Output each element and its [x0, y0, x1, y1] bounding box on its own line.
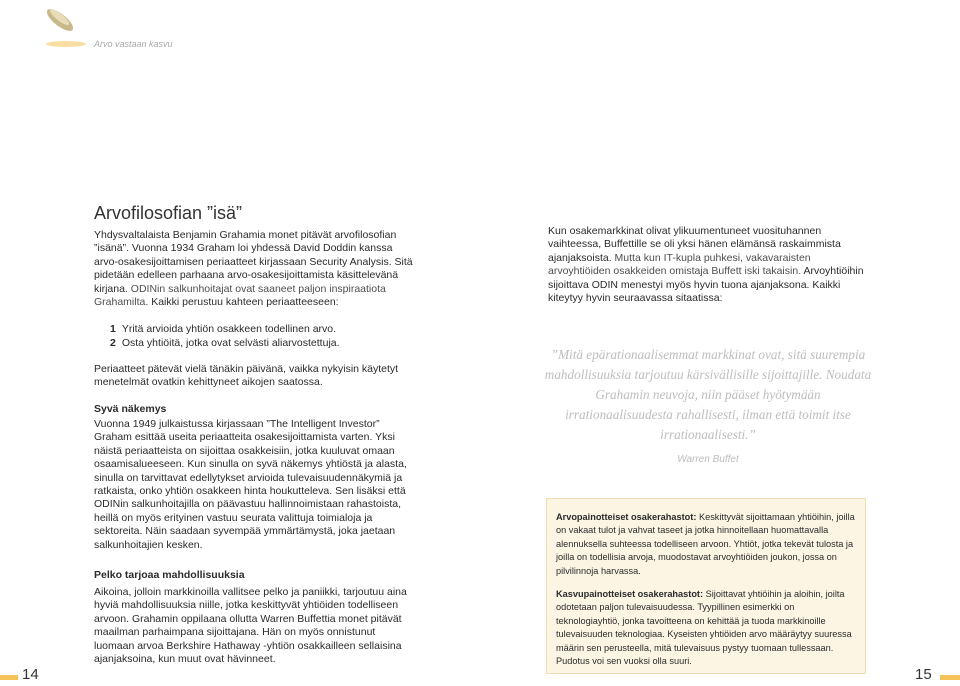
definition-growth-funds	[556, 588, 858, 668]
deep-text: Vuonna 1949 julkaistussa kirjassaan ”The Intelligent Investor” Graham esittää useita periaatteita osakesijoittamista varten. Yksi näistä periaatteista on sijoittaa osakkeisiin, jotka kuuluvat omaan osaamisalueeseen. Kun sinulla on syvä näkemys yhtiöstä ja alasta, sinulla on tarvittavat edellytykset arvioida tulevaisuudennäkymiä ja ratkaista, onko yhtiön osakkeen hinta houkutteleva. Sen lisäksi että ODINin salkunhoitajilla on päävastuu hallinnoimistaan rahastoista, heillä on myös erityinen vastuu seurata valittuja toimialoja ja sektoreita. Näin saadaan syvempää ymmärtämystä, joka jaetaan salkunhoitajien kesken.	[94, 418, 407, 551]
quote-author: Warren Buffet	[677, 454, 739, 465]
pull-quote: ”Mitä epärationaalisemmat markkinat ovat, sitä suurempia mahdollisuuksia tarjoutuu kärsivällisille sijoittajille. Noudata Grahamin neuvoja, niin pääset hyötymään irrationaalisuudesta rahallisesti, ilman että toimit itse irrationaalisesti.”	[544, 347, 872, 442]
principles-list	[110, 322, 420, 350]
definition-text: Keskittyvät sijoittamaan yhtiöihin, joilla on vakaat tulot ja vahvat taseet ja jotka hinnoitellaan huomattavalla alennuksella suhteessa todelliseen arvoon. Yhtiöt, jotka tekevät tulosta ja joilla on todellisia arvoja, muodostavat arvoyhtiöiden joukon, jossa on pilvilinnoja harvassa.	[556, 512, 855, 576]
fear-heading: Pelko tarjoaa mahdollisuuksia	[94, 569, 245, 581]
right-intro	[548, 225, 870, 305]
fear-text: Aikoina, jolloin markkinoilla vallitsee pelko ja paniikki, tarjoutuu aina hyviä mahdollisuuksia niille, jotka keskittyvät yhtiöiden todelliseen arvoon. Grahamin oppilaana ollutta Warren Buffettia monet pitävät maailman parhaimpana sijoittajana. Hän on myös onnistunut luomaan arvoa Berkshire Hathaway -yhtiön osakkailleen sellaisina ajanjaksoina, kun muut ovat hävinneet.	[94, 586, 407, 666]
left-intro-text	[94, 229, 416, 309]
left-intro-3: Kaikki perustuu kahteen periaatteeseen:	[151, 296, 339, 309]
right-intro-2: Mutta kun IT-kupla puhkesi, vakavaraisten arvoyhtiöiden osakkeiden omistaja Buffett iski takaisin.	[548, 251, 811, 278]
definition-term: Kasvupainotteiset osakerahastot:	[556, 589, 704, 599]
list-text: Osta yhtiöitä, jotka ovat selvästi aliarvostettuja.	[121, 337, 340, 349]
definition-value-funds	[556, 511, 858, 578]
right-intro-3: Arvoyhtiöihin sijoittava ODIN menestyi myös hyvin tuona ajanjaksona. Kaikki kiteytyy hyvin seuraavassa sitaatissa:	[548, 265, 864, 305]
list-number: 1	[110, 323, 116, 335]
accent-bar-right	[940, 675, 960, 680]
list-text: Yritä arvioida yhtiön osakkeen todellinen arvo.	[121, 323, 337, 335]
page-title: Arvofilosofian ”isä”	[94, 203, 243, 223]
definition-text: Sijoittavat yhtiöihin ja aloihin, joilta odotetaan paljon tulevaisuudessa. Tyypillinen esimerkki on teknologiayhtiö, jonka tavoitteena on kehittää ja tuoda markkinoille tulevaisuuden teknologiaa. Kyseisten yhtiöiden arvo määräytyy suuressa määrin sen perusteella, mitä tulevaisuus pystyy tuomaan tullessaan. Pudotus voi sen vuoksi olla suuri.	[556, 589, 852, 667]
leaf-logo-icon	[40, 4, 92, 50]
definition-term: Arvopainotteiset osakerahastot:	[556, 512, 697, 522]
page-number-left: 14	[22, 666, 39, 683]
left-intro-1: Yhdysvaltalaista Benjamin Grahamia monet pitävät arvofilosofian ”isänä”. Vuonna 1934 Graham loi yhdessä David Doddin kanssa arvo-osakesijoittamisen periaatteet kirjassaan Security Analysis. Sitä pidetään edelleen parhaana arvo-osakesijoittamista käsittelevänä kirjana.	[94, 229, 413, 295]
list-number: 2	[110, 337, 116, 349]
running-head: Arvo vastaan kasvu	[94, 39, 173, 49]
left-intro-2: ODINin salkunhoitajat ovat saaneet paljon inspiraatiota Grahamilta.	[94, 282, 386, 309]
page-number-right: 15	[915, 666, 932, 683]
right-intro-1: Kun osakemarkkinat olivat ylikuumentuneet vuosituhannen vaihteessa, Buffettille se oli yksi hänen elämänsä raskaimmista ajanjaksoista.	[548, 225, 841, 264]
list-item	[110, 336, 420, 350]
accent-bar-left	[0, 675, 18, 680]
principles-note: Periaatteet pätevät vielä tänäkin päivänä, vaikka nykyisin käytetyt menetelmät ovatkin kehittyneet aikojen saatossa.	[94, 363, 399, 389]
list-item	[110, 322, 420, 336]
left-intro	[94, 203, 416, 309]
deep-heading: Syvä näkemys	[94, 403, 167, 415]
